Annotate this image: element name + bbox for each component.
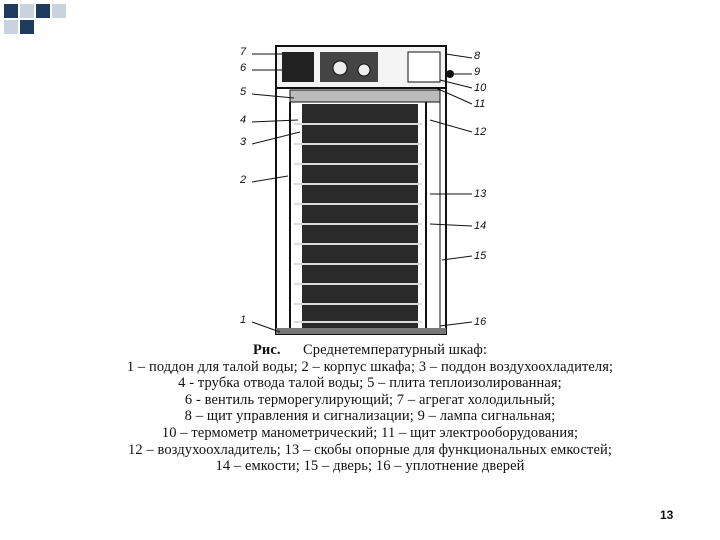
cabinet-drawing — [240, 40, 500, 340]
caption-line: 1 – поддон для талой воды; 2 – корпус шкафа; 3 – поддон воздухоохладителя; — [126, 358, 614, 375]
unit-block — [282, 52, 314, 82]
caption-line: 8 – щит управления и сигнализации; 9 – лампа сигнальная; — [184, 408, 556, 425]
page-number: 13 — [660, 508, 674, 522]
figure-label: 14 — [474, 220, 487, 232]
drip-tray — [276, 328, 446, 334]
figure-label: 15 — [474, 250, 487, 262]
figure-label: 5 — [240, 86, 247, 98]
caption-line: 14 – емкости; 15 – дверь; 16 – уплотнение дверей — [215, 458, 525, 475]
figure-label: 12 — [474, 126, 487, 138]
figure-label: 9 — [474, 66, 481, 78]
deco-square — [4, 4, 18, 18]
figure-label: 1 — [240, 314, 247, 326]
caption-line: 12 – воздухоохладитель; 13 – скобы опорные для функциональных емкостей; — [127, 441, 612, 458]
valve-symbol — [333, 61, 347, 75]
deco-square — [4, 20, 18, 34]
insulated-plate — [290, 90, 440, 102]
figure-label: 4 — [240, 114, 247, 126]
deco-square — [20, 4, 34, 18]
figure-caption — [40, 342, 700, 475]
deco-square — [52, 4, 66, 18]
figure-label: 3 — [240, 136, 247, 148]
caption-line: 4 - трубка отвода талой воды; 5 – плита теплоизолированная; — [178, 375, 562, 392]
figure-label: 13 — [474, 188, 487, 200]
figure-label: 11 — [474, 98, 486, 110]
figure-label: 8 — [474, 50, 481, 62]
deco-square — [36, 4, 50, 18]
deco-square — [20, 20, 34, 34]
control-panel — [408, 52, 440, 82]
figure-label: 2 — [240, 174, 247, 186]
valve-symbol — [358, 64, 370, 76]
caption-line: 10 – термометр манометрический; 11 – щит электрооборудования; — [161, 424, 579, 441]
cabinet-svg — [240, 40, 500, 340]
figure-label: 7 — [240, 46, 247, 58]
caption-title: Среднетемпературный шкаф: — [302, 342, 488, 358]
caption-prefix: Рис. — [252, 342, 281, 358]
air-cooler-area — [302, 104, 418, 332]
figure-label: 16 — [474, 316, 487, 328]
corner-decoration — [0, 0, 80, 44]
caption-line: 6 - вентиль терморегулирующий; 7 – агрегат холодильный; — [184, 391, 556, 408]
figure-label: 10 — [474, 82, 487, 94]
figure-label: 6 — [240, 62, 247, 74]
caption-title-line — [40, 342, 700, 359]
